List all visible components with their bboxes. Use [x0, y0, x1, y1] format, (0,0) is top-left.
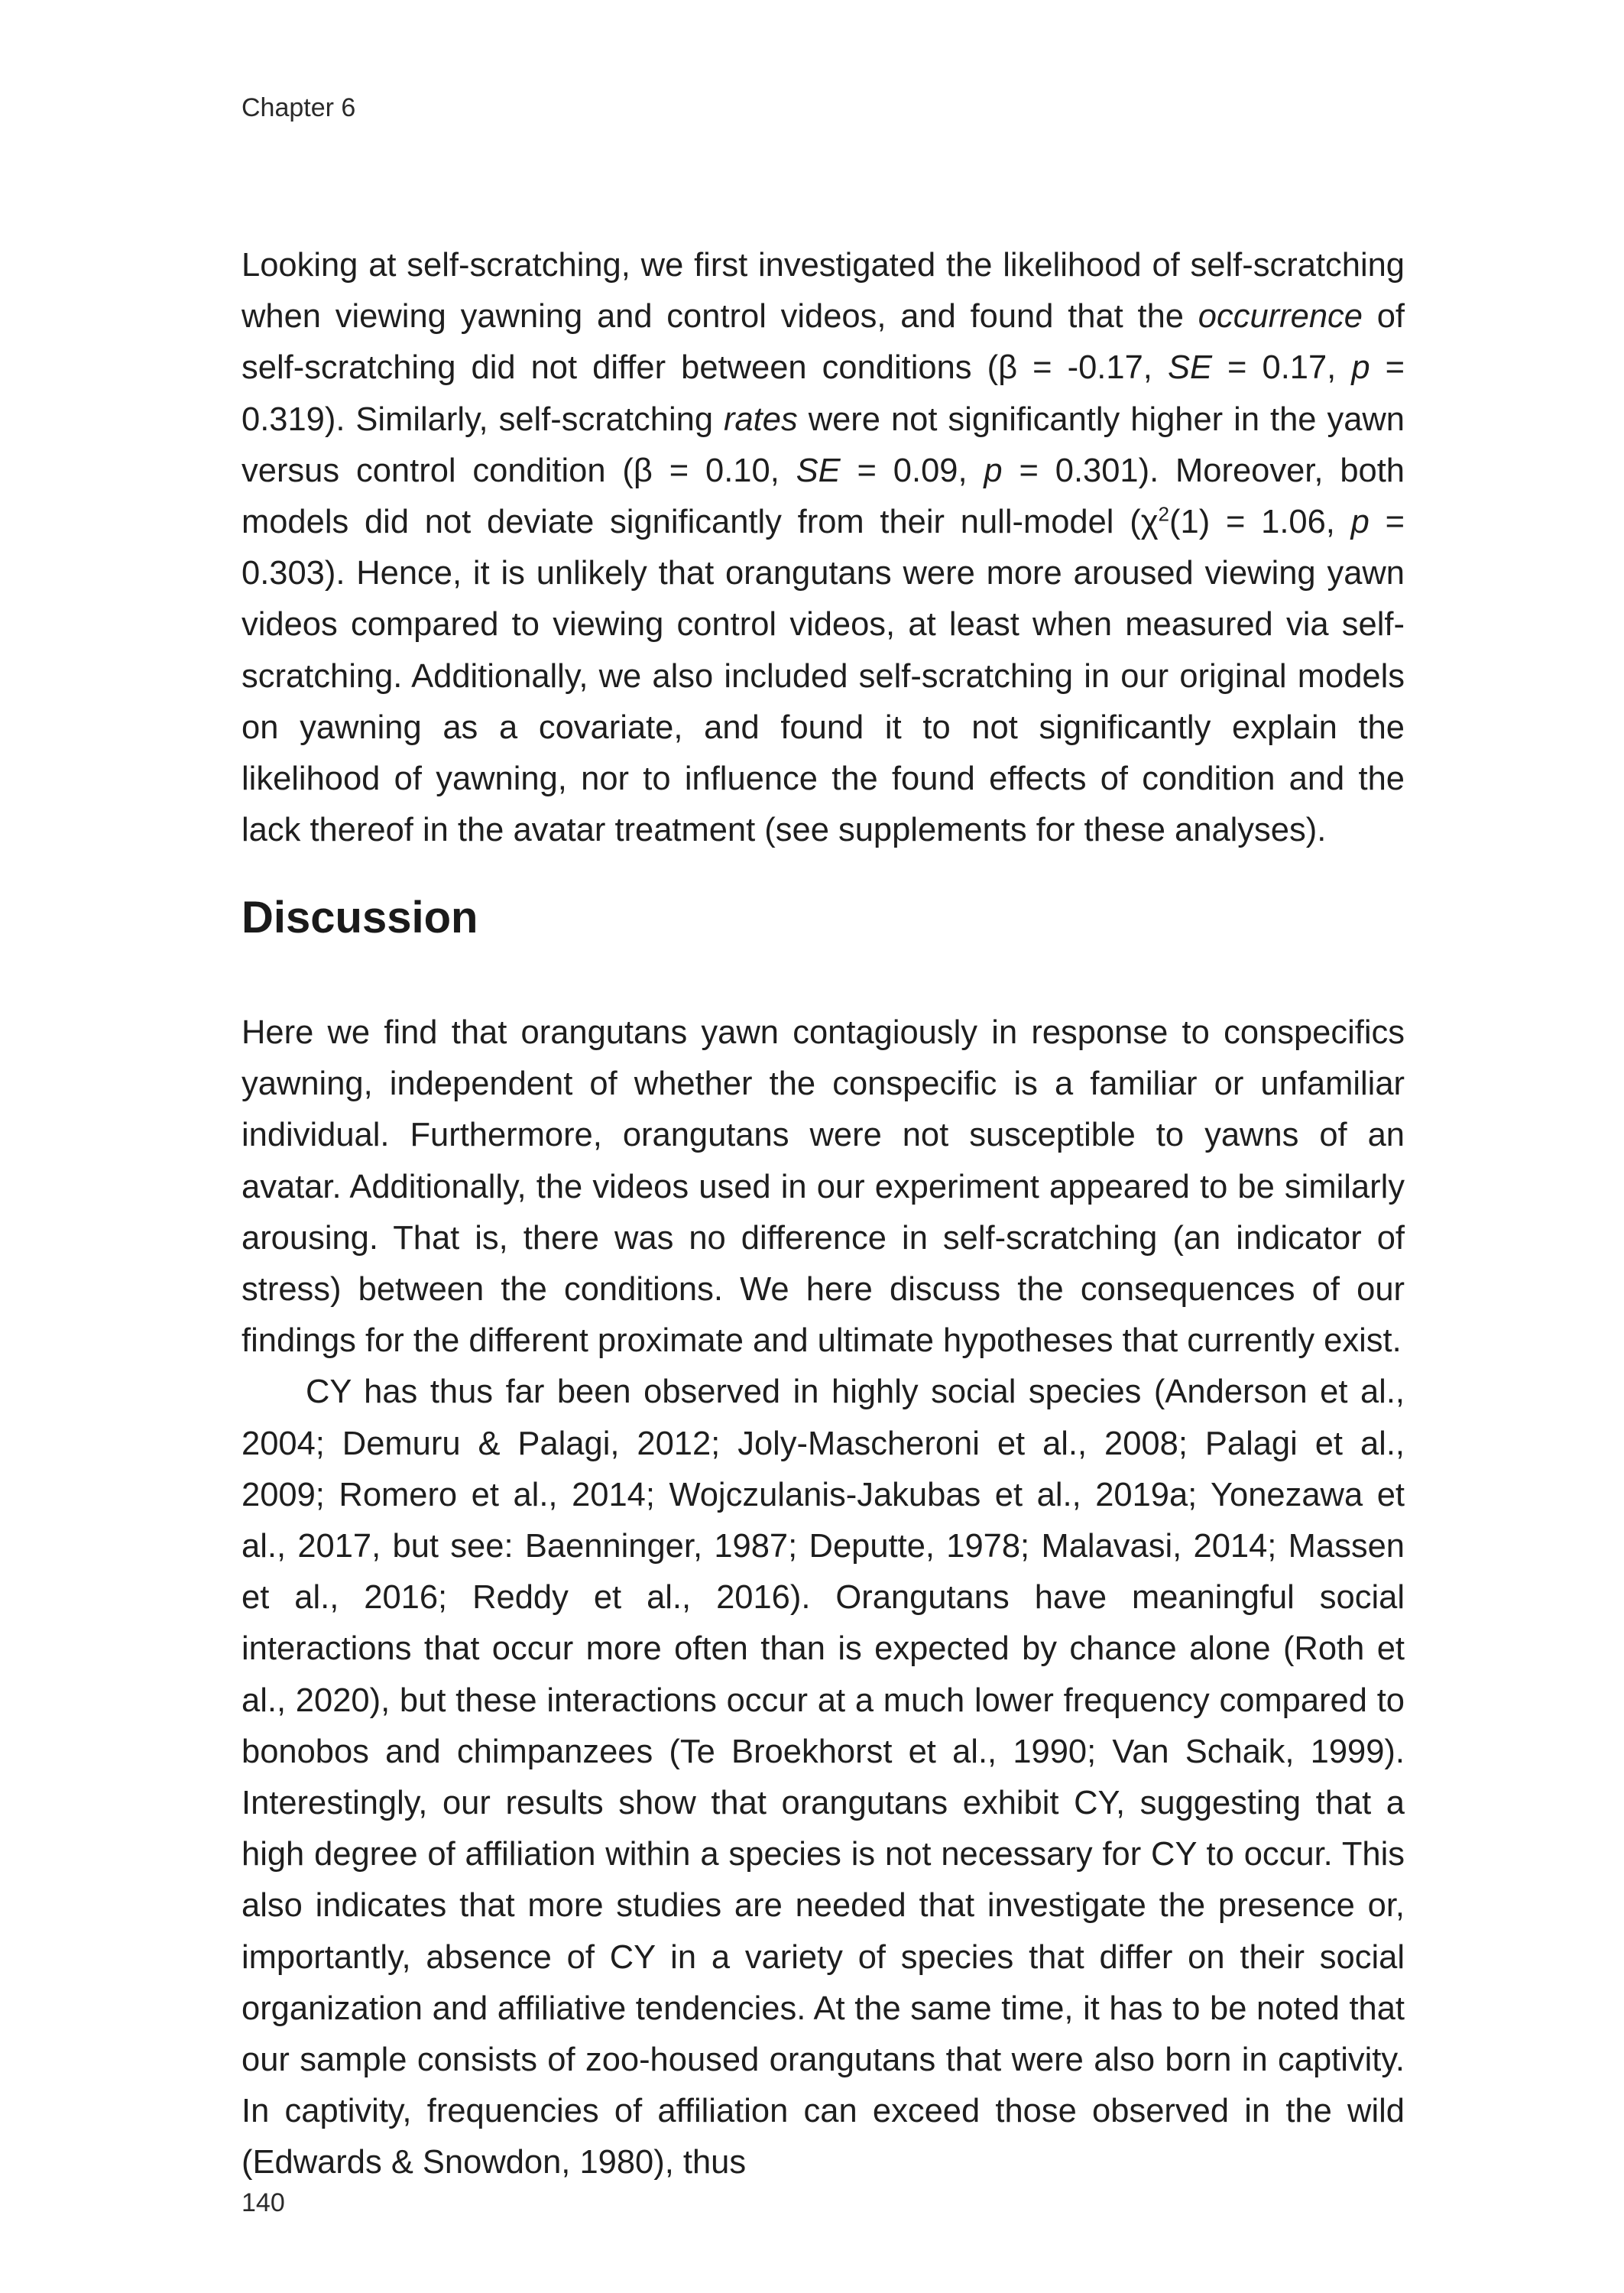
results-text-block [241, 240, 1405, 856]
text-run: = 0.09, [840, 452, 984, 489]
italic-term: p [1350, 504, 1370, 541]
text-run: = 0.319). Similarly, self-scratching [241, 349, 1405, 438]
italic-term: SE [1167, 349, 1212, 387]
italic-term: p [984, 452, 1003, 489]
italic-term: SE [796, 452, 841, 489]
text-run: of self-scratching did not differ between conditions (β = -0.17, [241, 298, 1405, 387]
italic-term: occurrence [1198, 298, 1363, 336]
text-run: (1) = 1.06, [1169, 504, 1351, 541]
text-run: = 0.303). Hence, it is unlikely that orangutans were more aroused viewing yawn videos compared to viewing control videos, at least when measured via self-scratching. Additionally, we also included self-scratching in our original models on yawning as a covariate, and found it to not significantly explain the likelihood of yawning, nor to influence the found effects of condition and the lack thereof in the avatar treatment (see supplements for these analyses). [241, 504, 1405, 849]
running-head: Chapter 6 [241, 93, 356, 122]
text-run: = 0.301). Moreover, both models did not deviate significantly from their null-model (χ [241, 452, 1405, 541]
superscript: 2 [1158, 502, 1170, 526]
text-run: Looking at self-scratching, we first investigated the likelihood of self-scratching when viewing yawning and control videos, and found that the [241, 247, 1405, 336]
text-run: = 0.17, [1211, 349, 1352, 387]
discussion-paragraph-2: CY has thus far been observed in highly social species (Anderson et al., 2004; Demuru & Palagi, 2012; Joly-Mascheroni et al., 2008; Palagi et al., 2009; Romero et al., 2014; Wojczulanis-Jakubas et al., 2019a; Yonezawa et al., 2017, but see: Baenninger, 1987; Deputte, 1978; Malavasi, 2014; Massen et al., 2016; Reddy et al., 2016). Orangutans have meaningful social interactions that occur more often than is expected by chance alone (Roth et al., 2020), but these interactions occur at a much lower frequency compared to bonobos and chimpanzees (Te Broekhorst et al., 1990; Van Schaik, 1999). Interestingly, our results show that orangutans exhibit CY, suggesting that a high degree of affiliation within a species is not necessary for CY to occur. This also indicates that more studies are needed that investigate the presence or, importantly, absence of CY in a variety of species that differ on their social organization and affiliative tendencies. At the same time, it has to be noted that our sample consists of zoo-housed orangutans that were also born in captivity. In captivity, frequencies of affiliation can exceed those observed in the wild (Edwards & Snowdon, 1980), thus [241, 1374, 1405, 2181]
discussion-paragraph-1: Here we find that orangutans yawn contagiously in response to conspecifics yawning, independent of whether the conspecific is a familiar or unfamiliar individual. Furthermore, orangutans were not susceptible to yawns of an avatar. Additionally, the videos used in our experiment appeared to be similarly arousing. That is, there was no difference in self-scratching (an indicator of stress) between the conditions. We here discuss the consequences of our findings for the different proximate and ultimate hypotheses that currently exist. [241, 1014, 1405, 1360]
section-heading-discussion: Discussion [241, 893, 478, 942]
text-run: were not significantly higher in the yawn versus control condition (β = 0.10, [241, 401, 1405, 489]
italic-term: p [1351, 349, 1370, 387]
discussion-text-block [241, 1007, 1405, 2189]
page-number: 140 [241, 2188, 285, 2217]
results-paragraph [241, 240, 1405, 856]
italic-term: rates [724, 401, 798, 438]
